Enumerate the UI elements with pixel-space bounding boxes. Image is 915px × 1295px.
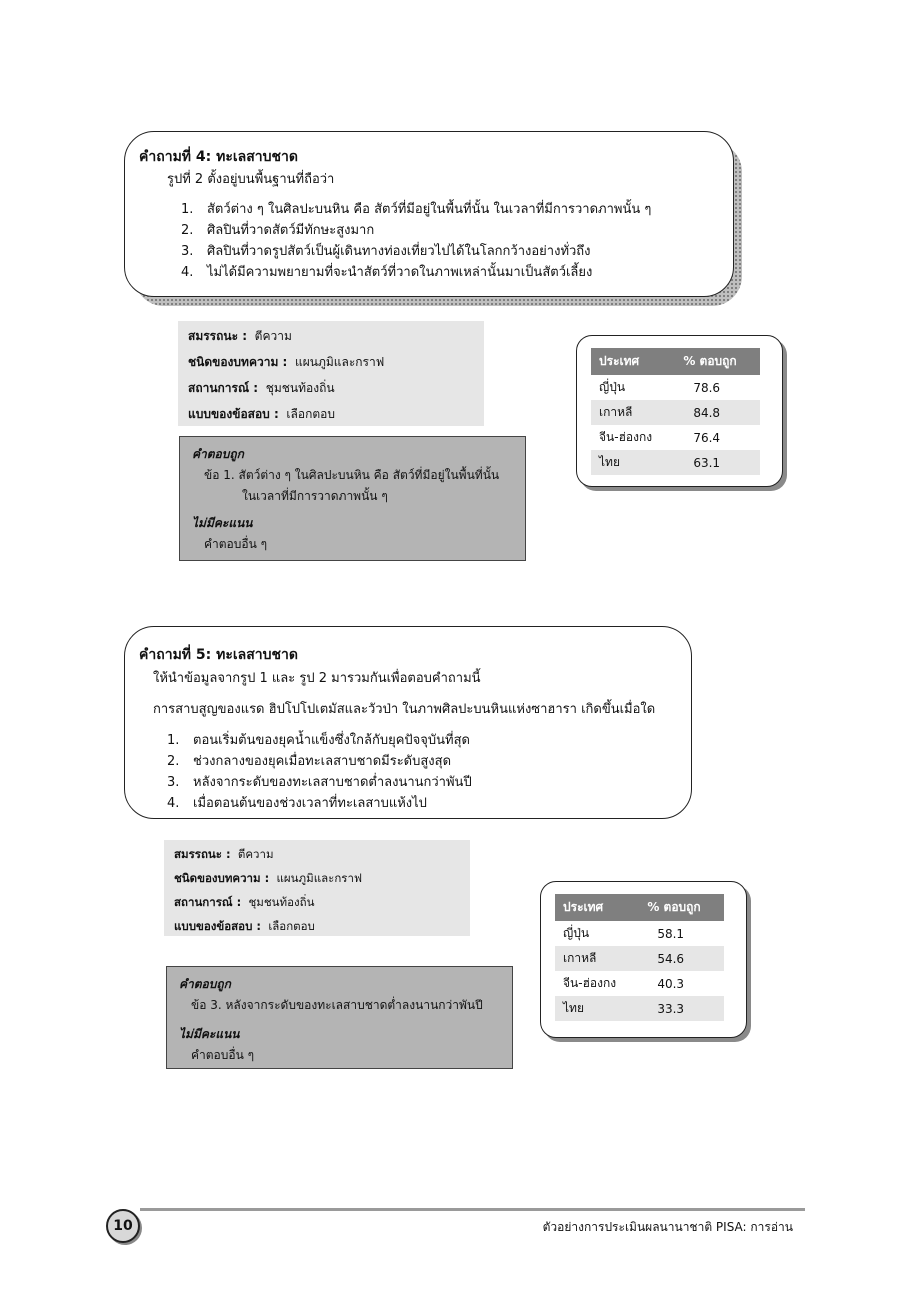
q4-results-table: [591, 348, 760, 475]
q4-question-box: [124, 131, 734, 297]
q5-meta-panel: [164, 840, 470, 936]
q4-meta-competency: สมรรถนะ : ตีความ: [188, 329, 292, 343]
q5-option-1: 1. ตอนเริ่มต้นของยุคน้ำแข็งซึ่งใกล้กับยุคปัจจุบันที่สุด: [167, 733, 470, 748]
q5-question-text: การสาบสูญของแรด ฮิปโปโปเตมัสและวัวป่า ในภาพศิลปะบนหินแห่งซาฮารา เกิดขึ้นเมื่อใด: [153, 702, 656, 717]
q4-country-cell: เกาหลี: [591, 400, 675, 425]
q4-option-1: 1. สัตว์ต่าง ๆ ในศิลปะบนหิน คือ สัตว์ที่มีอยู่ในพื้นที่นั้น ในเวลาที่มีการวาดภาพนั้น ๆ: [181, 202, 652, 217]
q4-percent-cell: 84.8: [675, 400, 760, 425]
q4-country-cell: ญี่ปุ่น: [599, 380, 626, 394]
q5-option-4: 4. เมื่อตอนต้นของช่วงเวลาที่ทะเลสาบแห้งไป: [167, 796, 427, 811]
table-row: [555, 996, 724, 1021]
q5-meta-competency: สมรรถนะ : ตีความ: [174, 847, 274, 861]
q4-stem: รูปที่ 2 ตั้งอยู่บนพื้นฐานที่ถือว่า: [167, 172, 335, 187]
q5-option-2: 2. ช่วงกลางของยุคเมื่อทะเลสาบชาดมีระดับสูงสุด: [167, 754, 452, 769]
q4-percent-cell: 76.4: [693, 430, 721, 445]
q5-country-cell: เกาหลี: [555, 946, 639, 971]
q5-country-cell: ญี่ปุ่น: [563, 926, 590, 940]
q4-correct-answer-line2: ในเวลาที่มีการวาดภาพนั้น ๆ: [242, 489, 388, 503]
q4-meta-text-type: ชนิดของบทความ : แผนภูมิและกราฟ: [188, 355, 385, 369]
q4-correct-answer-heading: คำตอบถูก: [192, 447, 244, 461]
page-number: 10: [106, 1209, 140, 1243]
q5-percent-cell: 58.1: [657, 926, 685, 941]
q4-option-3: 3. ศิลปินที่วาดรูปสัตว์เป็นผู้เดินทางท่องเที่ยวไปได้ในโลกกว้างอย่างทั่วถึง: [181, 244, 591, 259]
q4-header-country: ประเทศ: [591, 348, 675, 375]
q5-correct-answer-heading: คำตอบถูก: [179, 977, 231, 991]
q5-no-credit-heading: ไม่มีคะแนน: [179, 1027, 240, 1041]
table-row: [555, 921, 724, 946]
q4-answer-panel: [179, 436, 526, 561]
q4-option-2: 2. ศิลปินที่วาดสัตว์มีทักษะสูงมาก: [181, 223, 375, 238]
q5-country-cell: จีน-ฮ่องกง: [563, 976, 617, 990]
q5-answer-panel: [166, 966, 513, 1069]
q4-percent-cell: 78.6: [693, 380, 721, 395]
table-row: [555, 971, 724, 996]
q5-question-box: [124, 626, 692, 819]
q5-percent-cell: 33.3: [639, 996, 724, 1021]
table-row: [591, 425, 760, 450]
q4-meta-panel: [178, 321, 484, 426]
q5-meta-situation: สถานการณ์ : ชุมชนท้องถิ่น: [174, 895, 315, 909]
q5-title: คำถามที่ 5: ทะเลสาบชาด: [139, 647, 298, 663]
q5-stem: ให้นำข้อมูลจากรูป 1 และ รูป 2 มารวมกันเพื่อตอบคำถามนี้: [153, 671, 481, 686]
q4-no-credit-heading: ไม่มีคะแนน: [192, 516, 253, 530]
q4-percent-cell: 63.1: [675, 450, 760, 475]
table-row: [555, 946, 724, 971]
q5-header-country: ประเทศ: [555, 894, 639, 921]
q4-meta-situation: สถานการณ์ : ชุมชนท้องถิ่น: [188, 381, 335, 395]
footer-title: ตัวอย่างการประเมินผลนานาชาติ PISA: การอ่าน: [542, 1220, 793, 1234]
q5-table-header: [555, 894, 724, 921]
q5-correct-answer-line1: ข้อ 3. หลังจากระดับของทะเลสาบชาดต่ำลงนานกว่าพันปี: [191, 998, 483, 1012]
table-row: [591, 375, 760, 400]
q5-meta-item-format: แบบของข้อสอบ : เลือกตอบ: [174, 919, 315, 933]
footer-divider: [140, 1208, 805, 1211]
q4-meta-item-format: แบบของข้อสอบ : เลือกตอบ: [188, 407, 335, 421]
q5-country-cell: ไทย: [555, 996, 639, 1021]
q4-country-cell: ไทย: [591, 450, 675, 475]
q5-header-percent: % ตอบถูก: [639, 894, 724, 921]
q5-percent-cell: 40.3: [657, 976, 685, 991]
q5-percent-cell: 54.6: [639, 946, 724, 971]
q5-results-table: [555, 894, 724, 1021]
q4-no-credit-text: คำตอบอื่น ๆ: [204, 537, 268, 551]
table-row: [591, 450, 760, 475]
table-row: [591, 400, 760, 425]
q5-no-credit-text: คำตอบอื่น ๆ: [191, 1048, 255, 1062]
q4-table-header: [591, 348, 760, 375]
q4-country-cell: จีน-ฮ่องกง: [599, 430, 653, 444]
q4-header-percent: % ตอบถูก: [675, 348, 760, 375]
q4-option-4: 4. ไม่ได้มีความพยายามที่จะนำสัตว์ที่วาดในภาพเหล่านั้นมาเป็นสัตว์เลี้ยง: [181, 265, 593, 280]
q4-title: คำถามที่ 4: ทะเลสาบชาด: [139, 149, 298, 165]
q4-correct-answer-line1: ข้อ 1. สัตว์ต่าง ๆ ในศิลปะบนหิน คือ สัตว์ที่มีอยู่ในพื้นที่นั้น: [204, 468, 500, 482]
q5-option-3: 3. หลังจากระดับของทะเลสาบชาดต่ำลงนานกว่าพันปี: [167, 775, 472, 790]
q5-meta-text-type: ชนิดของบทความ : แผนภูมิและกราฟ: [174, 871, 363, 885]
